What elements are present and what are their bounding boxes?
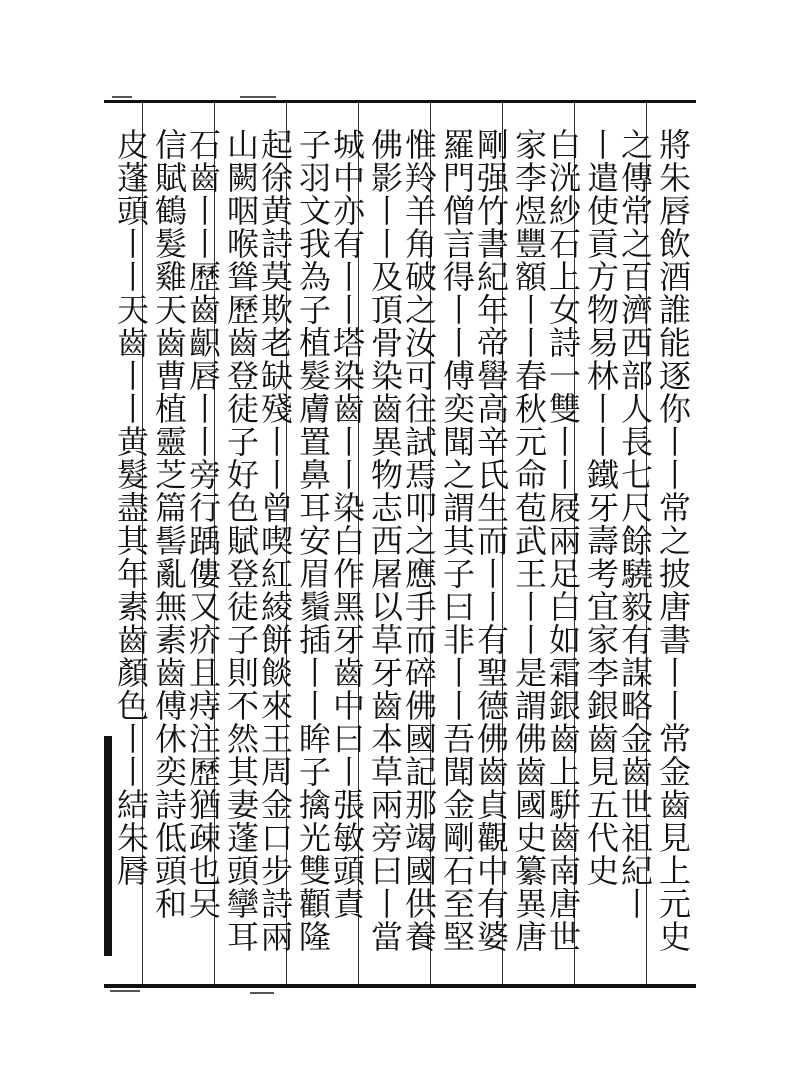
scan-speck [112, 96, 132, 98]
binding-edge-mark [104, 736, 112, 956]
bottom-border-rule [104, 984, 696, 988]
text-column-4: 白洸紗石上女詩一雙丨丨屐兩足白如霜銀齒上騈齒南唐世 [544, 128, 582, 953]
text-column-7: 羅門僧言得丨丨傅奕聞之謂其子曰非丨丨吾聞金剛石至堅 [438, 128, 476, 953]
page-frame [104, 100, 696, 988]
scan-speck [110, 990, 140, 992]
text-column-15: 信賦鶴髮雞天齒曹植靈芝篇髻亂無素齒傅休奕詩低頭和 [150, 128, 188, 920]
scan-speck [240, 96, 276, 98]
text-column-1: 將朱唇飲酒誰能逐你丨丨常之披唐書丨丨常金齒見上元史 [654, 128, 692, 953]
text-column-5: 家李煜豐額丨丨春秋元命苞武王丨丨是謂佛齒國史纂異唐 [510, 128, 548, 953]
scan-speck [250, 992, 274, 994]
top-border-rule [104, 100, 696, 103]
text-column-9: 佛影丨丨及頂骨染齒異物志西屠以草牙齒本草兩旁曰丨當 [366, 128, 404, 953]
text-column-10: 城中亦有丨丨塔染齒丨丨染白作黑牙齒中曰丨張敏頭責 [328, 128, 366, 920]
text-column-8: 惟羚羊角破之汝可往試焉叩之應手而碎佛國記那竭國供養 [400, 128, 438, 953]
text-column-3: 丨遣使貢方物易林丨丨鐵牙壽考宜家李銀齒見五代史 [582, 128, 620, 887]
text-column-13: 山闕咽喉聳歷齒登徒子好色賦登徒子則不然其妻蓬頭攣耳 [222, 128, 260, 953]
text-column-11: 子羽文我為子植髮膚置鼻耳安眉鬚插丨丨眸子擒光雙顴隆 [294, 128, 332, 953]
text-column-14: 石齒丨丨歷齒齞唇丨丨旁行踽僂又疥且痔注歷猶疎也㕦 [184, 128, 222, 920]
text-column-6: 剛强竹書紀年帝嚳高辛氏生而丨丨有聖德佛齒貞觀中有婆 [472, 128, 510, 953]
text-column-12: 起徐黄詩莫欺老缺殘丨丨曾喫紅綾餅餤來王周金口步詩兩 [256, 128, 294, 953]
text-column-16: 皮蓬頭丨丨天齒丨丨黄髮盡其年素齒顏色丨丨結朱脣 [112, 128, 150, 887]
text-column-2: 之傳常之百濟西部人長七尺餘驍毅有謀略金齒世祖紀丨 [616, 128, 654, 920]
